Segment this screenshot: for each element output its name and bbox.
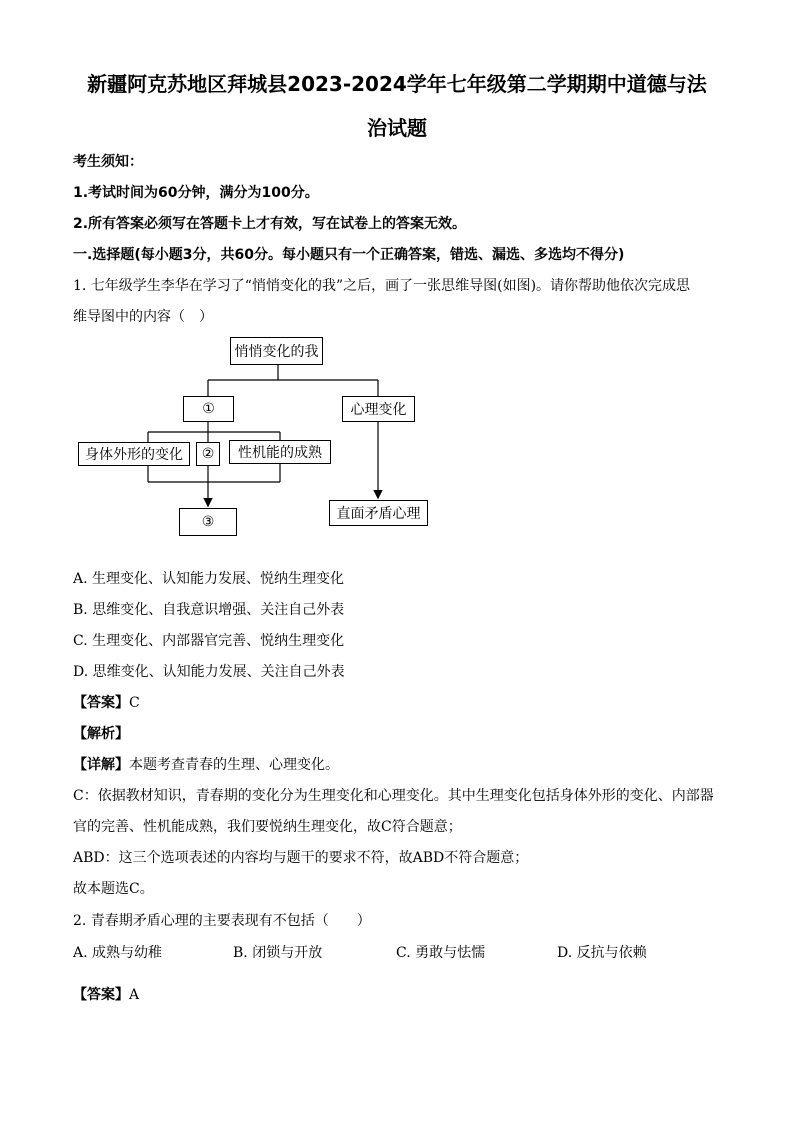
- q1-option-b: B. 思维变化、自我意识增强、关注自己外表: [73, 602, 345, 618]
- notice-item-2: 2.所有答案必须写在答题卡上才有效，写在试卷上的答案无效。: [73, 216, 467, 232]
- section-heading: 一.选择题(每小题3分，共60分。每小题只有一个正确答案，错选、漏选、多选均不得分): [73, 247, 625, 263]
- q1-stem-line1: 1. 七年级学生李华在学习了“悄悄变化的我”之后，画了一张思维导图(如图)。请你帮助他依次完成思: [73, 278, 691, 294]
- mind-map-node-3: ③: [179, 508, 237, 536]
- q1-answer-label: 【答案】: [73, 695, 129, 711]
- mind-map-body-change: 身体外形的变化: [78, 442, 190, 466]
- q2-answer-value: A: [129, 987, 140, 1003]
- mind-map-face-contradiction: 直面矛盾心理: [329, 500, 428, 526]
- q2-option-b: B. 闭锁与开放: [233, 945, 323, 961]
- q1-detail-row: [73, 754, 339, 774]
- q1-option-c: C. 生理变化、内部器官完善、悦纳生理变化: [73, 633, 345, 649]
- q2-answer-label: 【答案】: [73, 987, 129, 1003]
- exam-title-line1: 新疆阿克苏地区拜城县2023-2024学年七年级第二学期期中道德与法: [87, 72, 707, 96]
- q2-option-d: D. 反抗与依赖: [557, 945, 647, 961]
- mind-map-node-1: ①: [183, 396, 234, 422]
- q1-detail-label: 【详解】: [73, 757, 129, 773]
- q1-analysis-label-text: 【解析】: [73, 726, 129, 742]
- q1-stem-line2: 维导图中的内容（ ）: [73, 309, 213, 325]
- q1-conclusion: 故本题选C。: [73, 881, 154, 897]
- q1-option-d: D. 思维变化、认知能力发展、关注自己外表: [73, 664, 345, 680]
- notice-item-1: 1.考试时间为60分钟，满分为100分。: [73, 185, 319, 201]
- q1-option-a: A. 生理变化、认知能力发展、悦纳生理变化: [73, 571, 345, 587]
- notice-heading: 考生须知：: [73, 154, 143, 170]
- q2-answer-row: [73, 984, 139, 1004]
- q2-option-a: A. 成熟与幼稚: [73, 945, 163, 961]
- mind-map-root: 悄悄变化的我: [230, 337, 323, 365]
- mind-map-sex-maturity: 性机能的成熟: [229, 440, 331, 464]
- q1-explain-c-line1: C：依据教材知识，青春期的变化分为生理变化和心理变化。其中生理变化包括身体外形的变化、内部器: [73, 788, 714, 804]
- mind-map-node-2: ②: [196, 442, 220, 466]
- exam-title-line2: 治试题: [367, 116, 427, 140]
- mind-map-psych-change: 心理变化: [342, 396, 415, 422]
- q1-answer-value: C: [129, 695, 140, 711]
- q1-explain-abd: ABD：这三个选项表述的内容均与题干的要求不符，故ABD不符合题意；: [73, 850, 529, 866]
- q2-stem: 2. 青春期矛盾心理的主要表现有不包括（ ）: [73, 913, 371, 929]
- q1-analysis-label: [73, 723, 129, 743]
- q1-detail-text: 本题考查青春的生理、心理变化。: [129, 757, 339, 773]
- q2-option-c: C. 勇敢与怯懦: [396, 945, 486, 961]
- q1-explain-c-line2: 官的完善、性机能成熟，我们要悦纳生理变化，故C符合题意；: [73, 819, 462, 835]
- q1-answer-row: [73, 692, 140, 712]
